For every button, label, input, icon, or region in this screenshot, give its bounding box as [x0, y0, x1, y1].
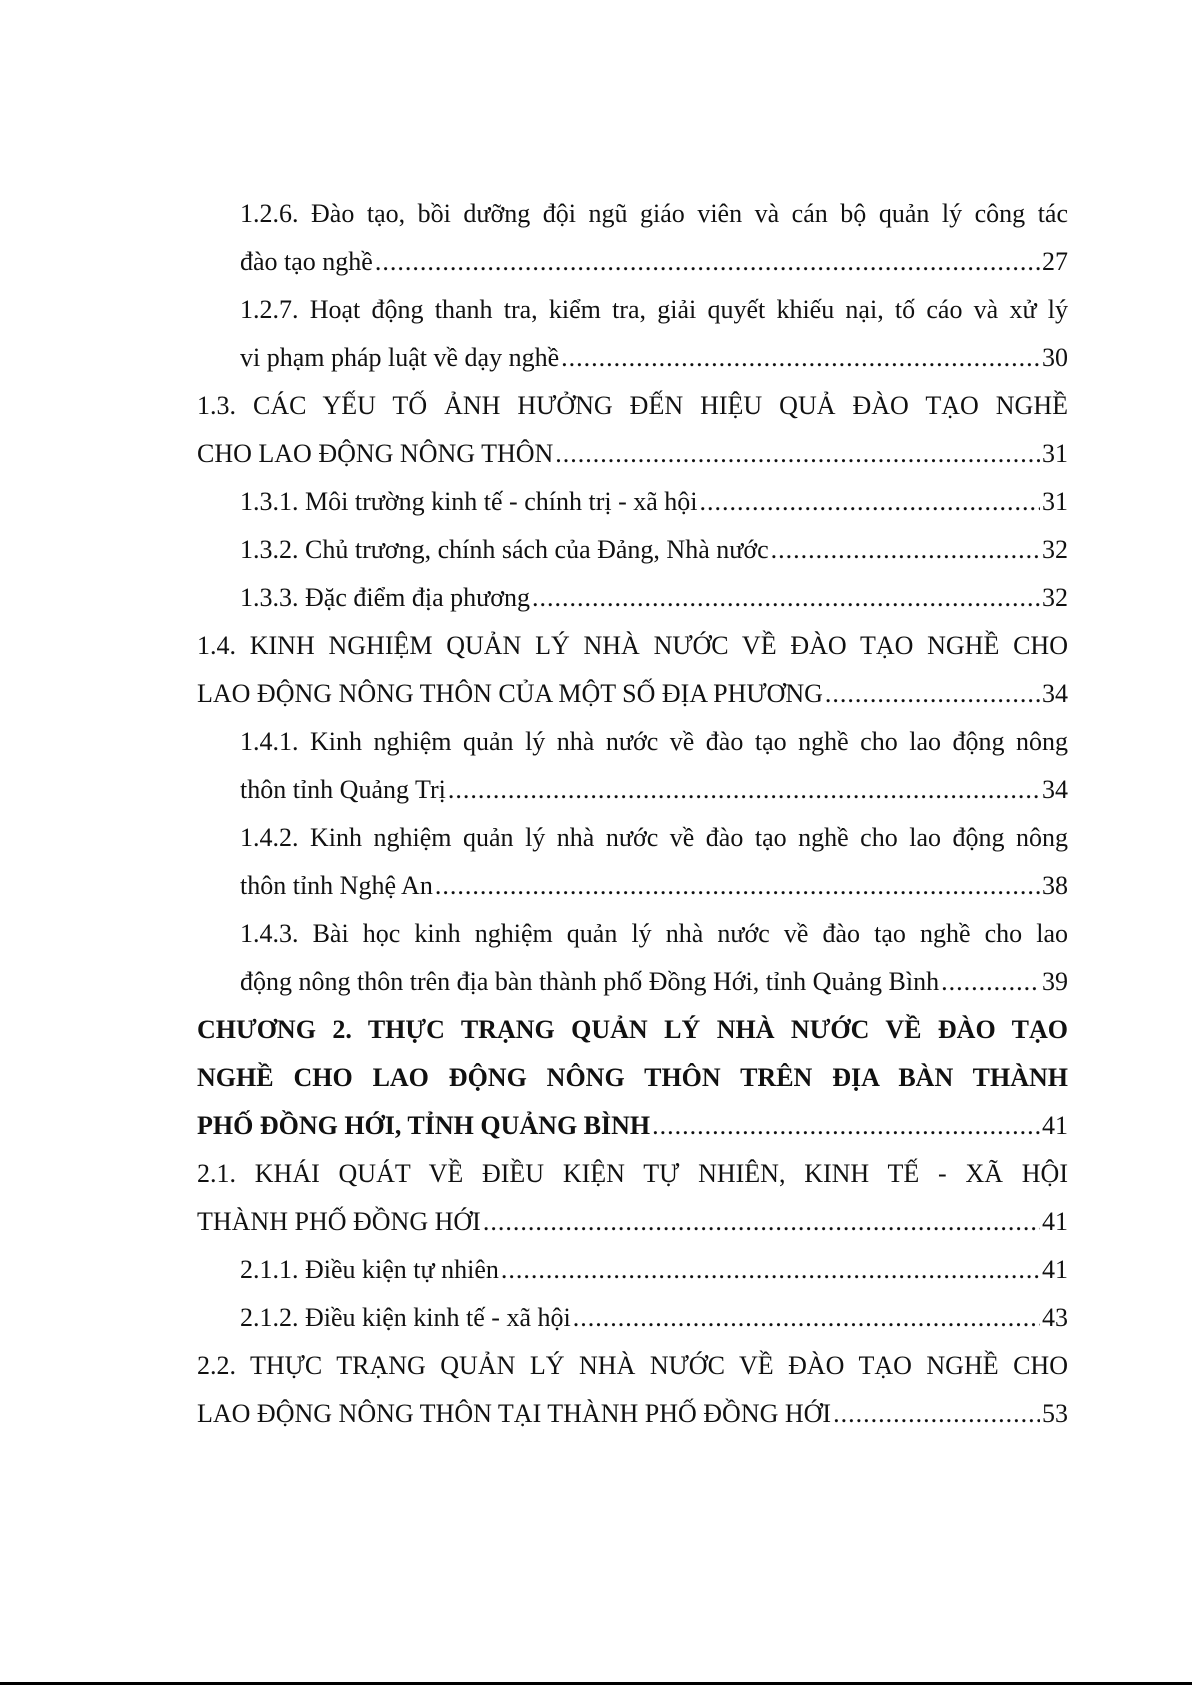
toc-page-number: 41	[1042, 1255, 1068, 1284]
dot-leader	[652, 1102, 1040, 1150]
toc-entry-1-4-2[interactable]	[197, 814, 1068, 910]
toc-page-number: 34	[1042, 775, 1068, 804]
toc-entry-heading-line-2: NGHỀ CHO LAO ĐỘNG NÔNG THÔN TRÊN ĐỊA BÀN THÀNH	[197, 1063, 1068, 1092]
toc-entry-title: 2.1.1. Điều kiện tự nhiên	[240, 1255, 499, 1284]
toc-entry-1-2-6[interactable]	[197, 190, 1068, 286]
toc-entry-line	[240, 1294, 1068, 1342]
toc-entry-title: 1.3.2. Chủ trương, chính sách của Đảng, Nhà nước	[240, 535, 769, 564]
dot-leader	[375, 238, 1040, 286]
toc-entry-1-4-3[interactable]	[197, 910, 1068, 1006]
toc-entry-1-4-1[interactable]	[197, 718, 1068, 814]
toc-entry-2-2[interactable]	[197, 1342, 1068, 1438]
toc-entry-line	[197, 1198, 1068, 1246]
toc-entry-line	[197, 1390, 1068, 1438]
toc-entry-1-3-1[interactable]	[197, 478, 1068, 526]
toc-page-number: 43	[1042, 1303, 1068, 1332]
toc-entry-line	[197, 430, 1068, 478]
toc-entry-heading: 1.2.6. Đào tạo, bồi dưỡng đội ngũ giáo viên và cán bộ quản lý công tác	[240, 199, 1068, 228]
toc-entry-line	[240, 1246, 1068, 1294]
toc-page-number: 41	[1042, 1111, 1068, 1140]
toc-entry-heading: 1.4.2. Kinh nghiệm quản lý nhà nước về đào tạo nghề cho lao động nông	[240, 823, 1068, 852]
toc-entry-title: LAO ĐỘNG NÔNG THÔN TẠI THÀNH PHỐ ĐỒNG HỚI	[197, 1399, 832, 1428]
toc-entry-2-1[interactable]	[197, 1150, 1068, 1246]
toc-page-number: 34	[1042, 679, 1068, 708]
toc-entry-line	[197, 670, 1068, 718]
toc-page-number: 53	[1042, 1399, 1068, 1428]
toc-page-number: 41	[1042, 1207, 1068, 1236]
dot-leader	[435, 862, 1040, 910]
toc-entry-2-1-2[interactable]	[197, 1294, 1068, 1342]
toc-entry-line	[240, 334, 1068, 382]
toc-entry-title: thôn tỉnh Quảng Trị	[240, 775, 446, 804]
dot-leader	[532, 574, 1040, 622]
toc-entry-title: THÀNH PHỐ ĐỒNG HỚI	[197, 1207, 481, 1236]
toc-entry-1-3[interactable]	[197, 382, 1068, 478]
toc-entry-title: đào tạo nghề	[240, 247, 373, 276]
dot-leader	[825, 670, 1040, 718]
table-of-contents	[197, 190, 1068, 1438]
dot-leader	[501, 1246, 1040, 1294]
toc-entry-heading: 1.4.3. Bài học kinh nghiệm quản lý nhà nước về đào tạo nghề cho lao	[240, 919, 1068, 948]
toc-entry-chapter-2[interactable]	[197, 1006, 1068, 1150]
toc-page-number: 31	[1042, 487, 1068, 516]
toc-entry-title: thôn tỉnh Nghệ An	[240, 871, 433, 900]
toc-entry-line	[240, 478, 1068, 526]
toc-entry-title: 1.3.3. Đặc điểm địa phương	[240, 583, 530, 612]
toc-entry-1-2-7[interactable]	[197, 286, 1068, 382]
toc-entry-line	[240, 862, 1068, 910]
toc-entry-line	[240, 526, 1068, 574]
toc-entry-heading: 2.2. THỰC TRẠNG QUẢN LÝ NHÀ NƯỚC VỀ ĐÀO TẠO NGHỀ CHO	[197, 1351, 1068, 1380]
toc-entry-heading: 2.1. KHÁI QUÁT VỀ ĐIỀU KIỆN TỰ NHIÊN, KINH TẾ - XÃ HỘI	[197, 1159, 1068, 1188]
toc-page-number: 32	[1042, 583, 1068, 612]
toc-entry-line	[240, 766, 1068, 814]
toc-entry-line	[240, 574, 1068, 622]
toc-entry-heading: 1.3. CÁC YẾU TỐ ẢNH HƯỞNG ĐẾN HIỆU QUẢ ĐÀO TẠO NGHỀ	[197, 391, 1068, 420]
toc-entry-title: động nông thôn trên địa bàn thành phố Đồng Hới, tỉnh Quảng Bình	[240, 967, 940, 996]
toc-entry-line	[240, 958, 1068, 1006]
dot-leader	[573, 1294, 1040, 1342]
dot-leader	[771, 526, 1040, 574]
toc-entry-heading: 1.2.7. Hoạt động thanh tra, kiểm tra, giải quyết khiếu nại, tố cáo và xử lý	[240, 295, 1068, 324]
toc-entry-1-3-3[interactable]	[197, 574, 1068, 622]
toc-page-number: 31	[1042, 439, 1068, 468]
dot-leader	[555, 430, 1040, 478]
toc-entry-heading: CHƯƠNG 2. THỰC TRẠNG QUẢN LÝ NHÀ NƯỚC VỀ ĐÀO TẠO	[197, 1015, 1068, 1044]
toc-entry-title: LAO ĐỘNG NÔNG THÔN CỦA MỘT SỐ ĐỊA PHƯƠNG	[197, 679, 823, 708]
dot-leader	[561, 334, 1040, 382]
toc-page-number: 39	[1042, 967, 1068, 996]
toc-page-number: 38	[1042, 871, 1068, 900]
toc-entry-title: 1.3.1. Môi trường kinh tế - chính trị - xã hội	[240, 487, 698, 516]
dot-leader	[941, 958, 1040, 1006]
toc-entry-heading: 1.4.1. Kinh nghiệm quản lý nhà nước về đào tạo nghề cho lao động nông	[240, 727, 1068, 756]
toc-entry-title: vi phạm pháp luật về dạy nghề	[240, 343, 560, 372]
toc-entry-title: CHO LAO ĐỘNG NÔNG THÔN	[197, 439, 554, 468]
toc-entry-1-3-2[interactable]	[197, 526, 1068, 574]
toc-entry-title: 2.1.2. Điều kiện kinh tế - xã hội	[240, 1303, 571, 1332]
dot-leader	[448, 766, 1040, 814]
toc-entry-line	[197, 1102, 1068, 1150]
toc-entry-2-1-1[interactable]	[197, 1246, 1068, 1294]
toc-page-number: 30	[1042, 343, 1068, 372]
dot-leader	[833, 1390, 1040, 1438]
toc-entry-title: PHỐ ĐỒNG HỚI, TỈNH QUẢNG BÌNH	[197, 1111, 651, 1140]
toc-entry-line	[240, 238, 1068, 286]
toc-page-number: 32	[1042, 535, 1068, 564]
dot-leader	[700, 478, 1040, 526]
toc-entry-1-4[interactable]	[197, 622, 1068, 718]
toc-page-number: 27	[1042, 247, 1068, 276]
dot-leader	[483, 1198, 1040, 1246]
toc-entry-heading: 1.4. KINH NGHIỆM QUẢN LÝ NHÀ NƯỚC VỀ ĐÀO TẠO NGHỀ CHO	[197, 631, 1068, 660]
